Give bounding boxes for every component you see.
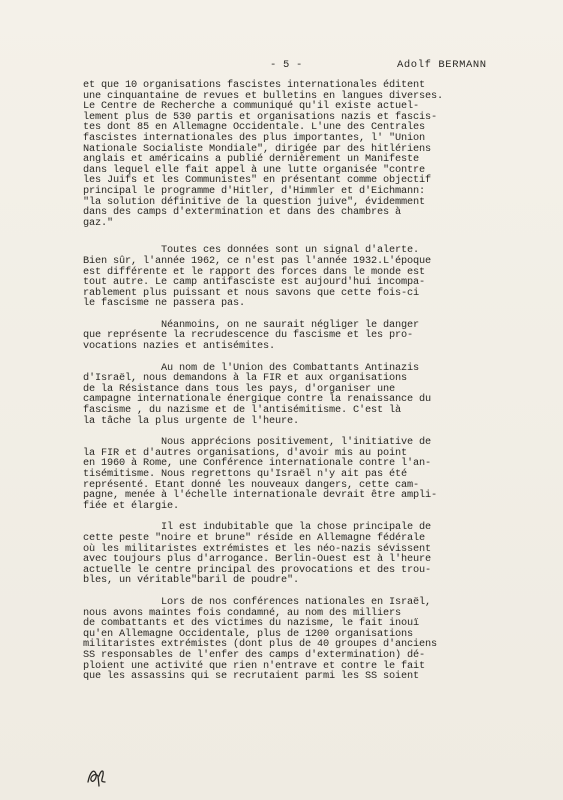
text-line: fascistes internationales des plus importantes, l' "Union [83,131,426,144]
text-line: Toutes ces données sont un signal d'alerte. [83,244,420,257]
text-line: représenté. Etant donné les nouveaux dangers, cette cam- [83,478,420,491]
text-line: nous avons maintes fois condamné, au nom des milliers [83,606,402,619]
text-line: tout autre. Le camp antifasciste est aujourd'hui incompa- [83,276,426,289]
text-line: la FIR et d'autres organisations, d'avoir mis au point [83,446,408,459]
text-line: en 1960 à Rome, une Conférence internationale contre l'an- [83,457,432,470]
text-line: Bien sûr, l'année 1962, ce n'est pas l'année 1932.L'époque [83,254,432,267]
text-line: Le Centre de Recherche a communiqué qu'il existe actuel- [83,100,420,113]
text-line: rablement plus puissant et nous savons que cette fois-ci [83,286,420,299]
text-line: ploient une activité que rien n'entrave et contre le fait [83,659,426,672]
text-line: d'Israël, nous demandons à la FIR et aux organisations [83,372,408,385]
handwritten-initials [84,760,114,790]
text-line: gaz." [83,216,114,229]
text-line: vocations nazies et antisémites. [83,340,276,353]
text-line: dans des camps d'extermination et dans des chambres à [83,206,402,219]
document-body [83,80,523,682]
text-line: est différente et le rapport des forces dans le monde est [83,265,426,278]
text-line: SS responsables de l'enfer des camps d'extermination) dé- [83,648,426,661]
text-line: où les militaristes extrémistes et les néo-nazis sévissent [83,542,432,555]
text-line: anglais et américains a publié dernièrement un Manifeste [83,153,420,166]
text-line: que les assassins qui se recrutaient parmi les SS soient [83,670,420,683]
paragraph [83,437,523,511]
text-line: pagne, menée à l'échelle internationale devrait être ampli- [83,489,438,502]
text-line: le fascisme ne passera pas. [83,297,246,310]
text-line: avec toujours plus d'arrogance. Berlin-Ouest est à l'heure [83,553,432,566]
paragraph [83,320,523,352]
text-line: campagne internationale énergique contre la renaissance du [83,393,432,406]
text-line: qu'en Allemagne Occidentale, plus de 1200 organisations [83,627,414,640]
text-line: fascisme , du nazisme et de l'antisémitisme. C'est là [83,404,402,417]
text-line: la tâche la plus urgente de l'heure. [83,414,300,427]
text-line: Nous apprécions positivement, l'initiative de [83,436,432,449]
paragraph [83,597,523,682]
text-line: une cinquantaine de revues et bulletins en langues diverses. [83,89,444,102]
page-number: - 5 - [270,59,303,71]
text-line: et que 10 organisations fascistes internationales éditent [83,79,426,91]
text-line: fiée et élargie. [83,499,180,512]
paragraph [83,363,523,427]
text-line: tes dont 85 en Allemagne Occidentale. L'une des Centrales [83,121,426,134]
text-line: militaristes extrémistes (dont plus de 40 groupes d'anciens [83,638,438,651]
text-line: tisémitisme. Nous regrettons qu'Israël n'y ait pas été [83,468,408,480]
text-line: dans lequel elle fait appel à une lutte organisée "contre [83,163,426,176]
text-line: Néanmoins, on ne saurait négliger le danger [83,318,420,331]
paragraph [83,80,523,228]
text-line: bles, un véritable"baril de poudre". [83,574,300,587]
text-line: lement plus de 530 partis et organisations nazis et fascis- [83,110,438,123]
text-line: que représente la recrudescence du fascisme et les pro- [83,329,414,342]
text-line: principal le programme d'Hitler, d'Himmler et d'Eichmann: [83,184,426,197]
text-line: Il est indubitable que la chose principale de [83,521,432,534]
text-line: Au nom de l'Union des Combattants Antinazis [83,361,420,374]
text-line: de la Résistance dans tous les pays, d'organiser une [83,382,396,395]
text-line: "la solution définitive de la question juive", évidemment [83,195,426,208]
text-line: actuelle le centre principal des provocations et des trou- [83,563,432,576]
text-line: Nationale Socialiste Mondiale", dirigée par des hitlériens [83,142,432,155]
text-line: cette peste "noire et brune" réside en Allemagne fédérale [83,531,426,544]
author-name: Adolf BERMANN [397,59,487,71]
page-header [0,59,563,73]
text-line: de combattants et des victimes du nazisme, le fait inouï [83,617,420,630]
text-line: Lors de nos conférences nationales en Israël, [83,595,432,608]
paragraph [83,522,523,586]
paragraph [83,245,523,309]
text-line: les Juifs et les Communistes" en présentant comme objectif [83,174,432,187]
